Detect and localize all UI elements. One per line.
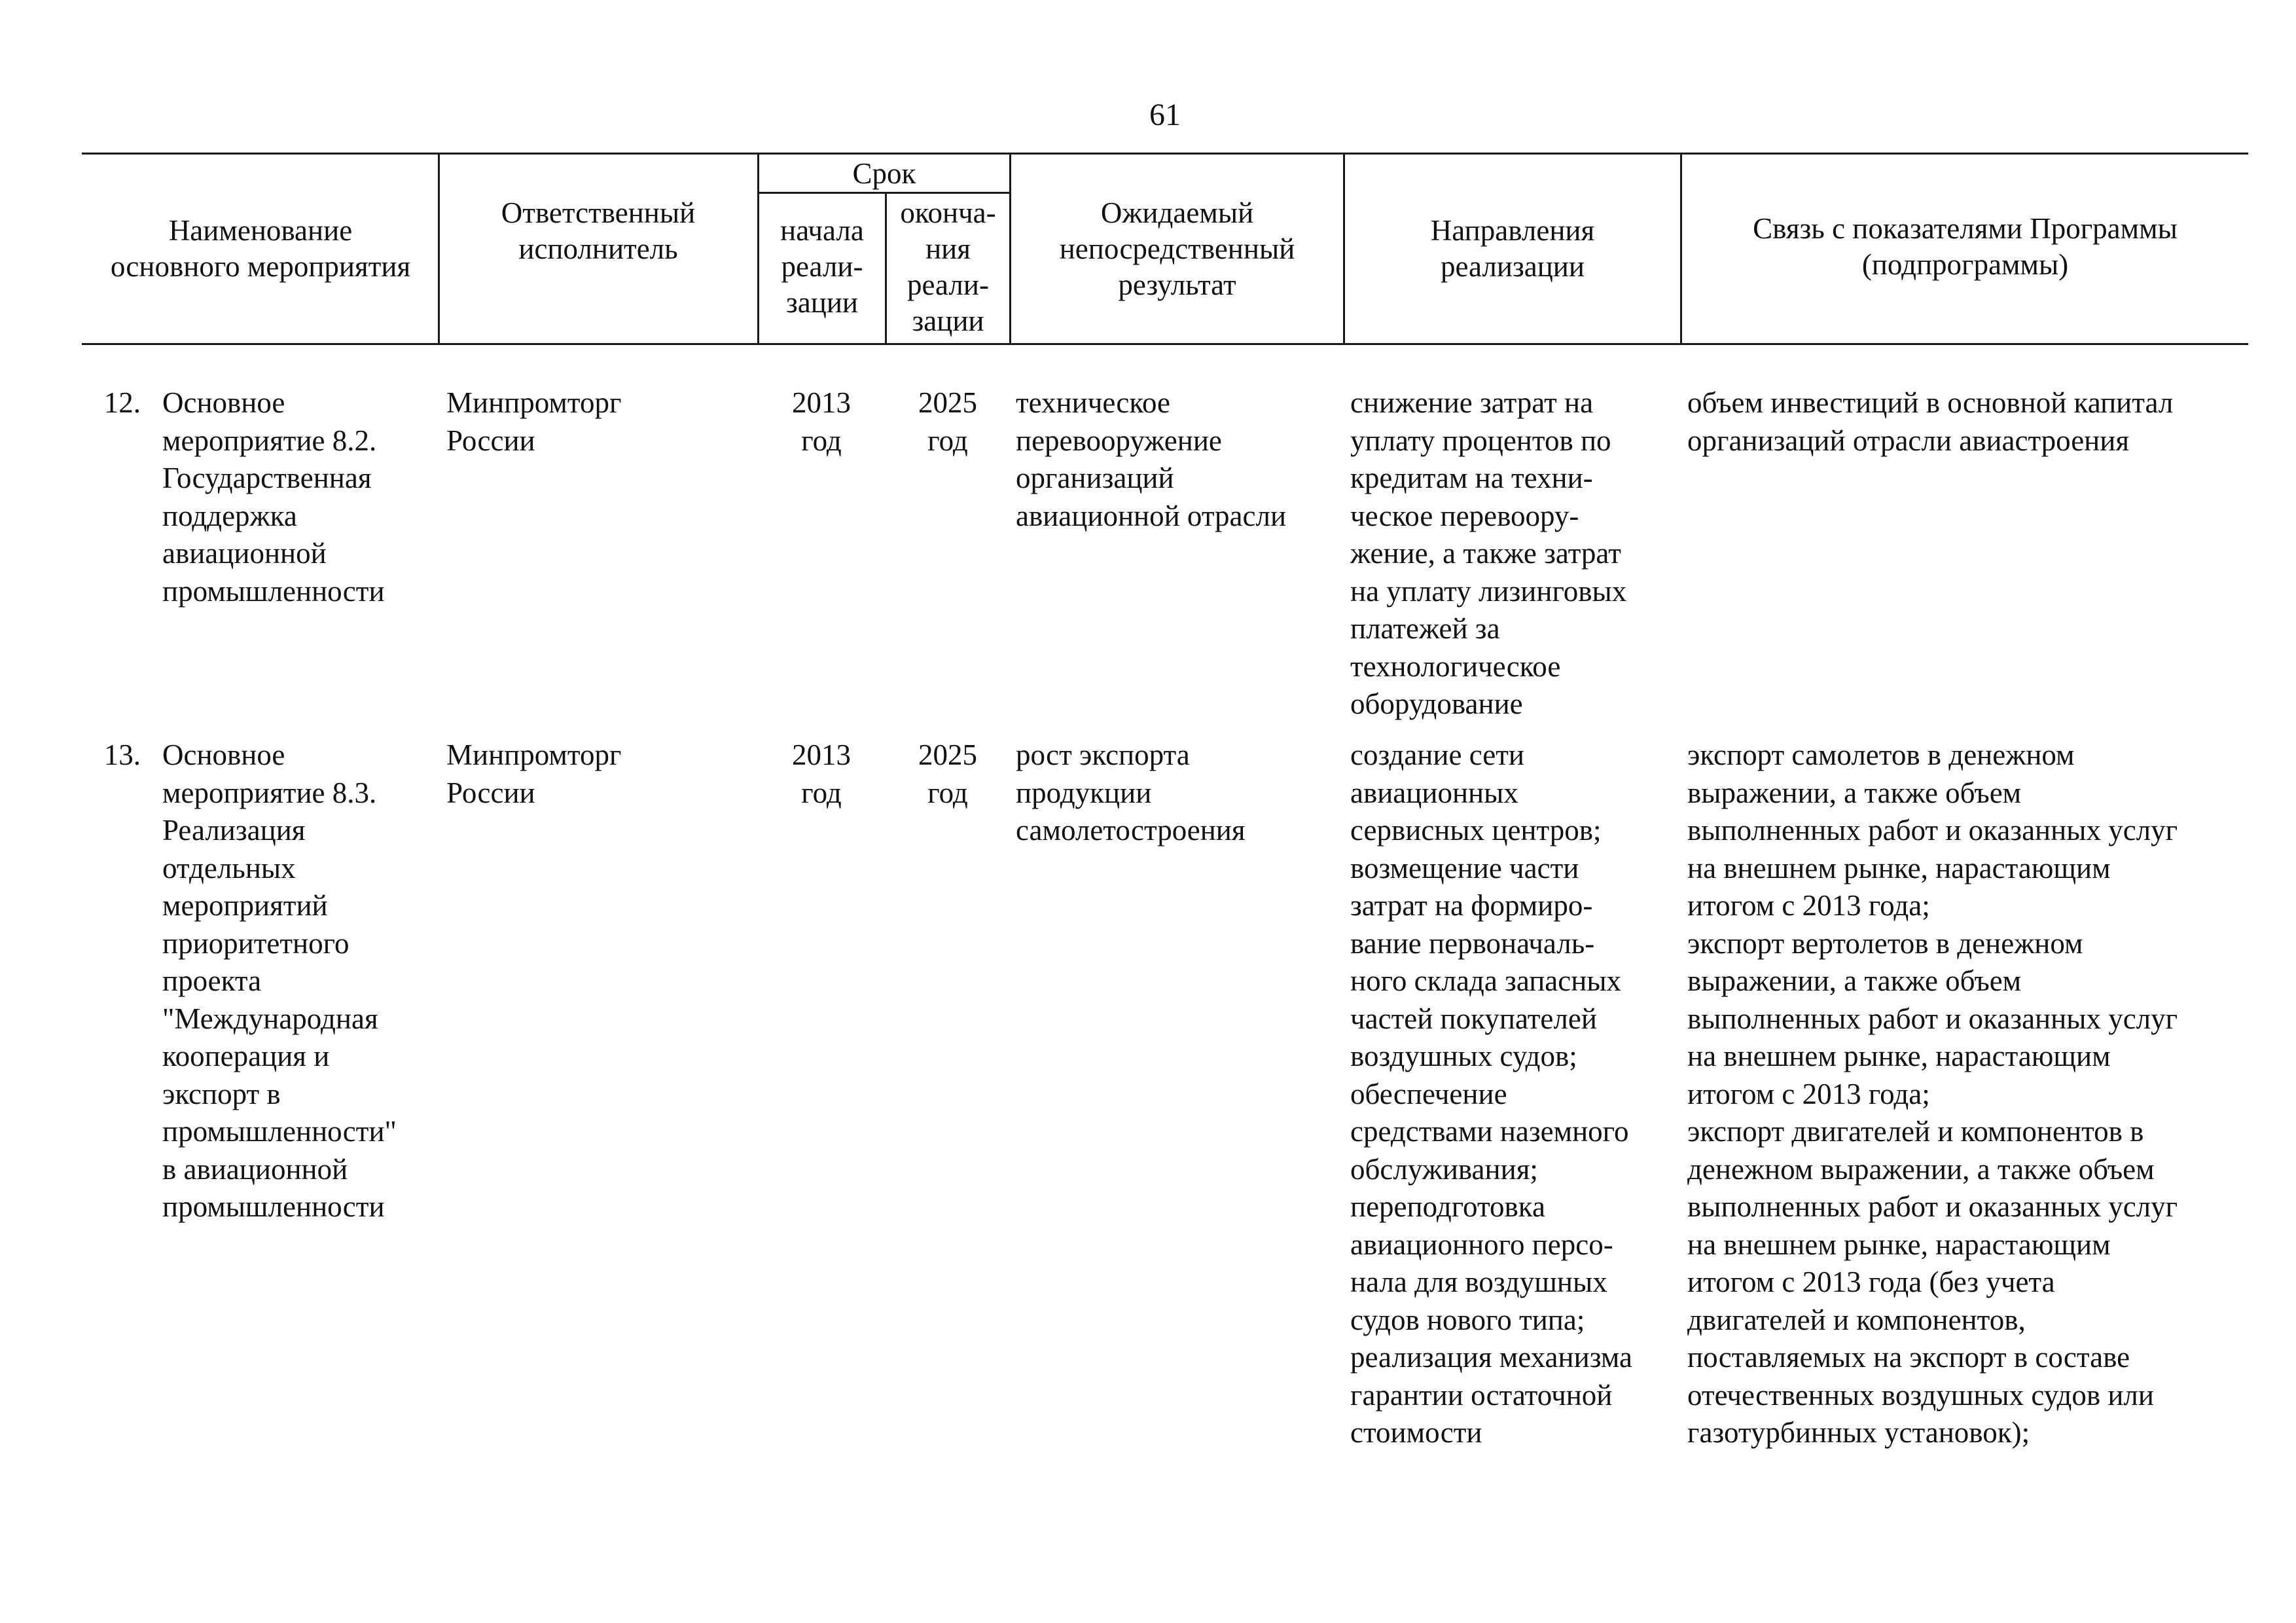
row-result: рост экспорта продукции самолетостроения: [1016, 739, 1246, 847]
header-start: начала реали- зации: [780, 214, 864, 319]
row-name: Основное мероприятие 8.3. Реализация отдельных мероприятий приоритетного проекта "Международная кооперация и экспорт в промышленности" в авиационной промышленности: [162, 739, 397, 1223]
row-link: экспорт самолетов в денежном выражении, а также объем выполненных работ и оказанных услуг на внешнем рынке, нарастающим итогом с 2013 года; экспорт вертолетов в денежном выражении, а также объем выполненных работ и оказанных услуг на внешнем рынке, нарастающим итогом с 2013 года; экспорт двигателей и компонентов в денежном выражении, а также объем выполненных работ и оказанных услуг на внешнем рынке, нарастающим итогом с 2013 года (без учета двигателей и компонентов, поставляемых на экспорт в составе отечественных воздушных судов или газотурбинных установок);: [1687, 739, 2178, 1449]
header-result: Ожидаемый непосредственный результат: [1059, 196, 1295, 301]
header-name: Наименование основного мероприятия: [110, 214, 411, 283]
row-directions: создание сети авиационных сервисных центров; возмещение части затрат на формиро- вание первоначаль- ного склада запасных частей покупателей воздушных судов; обеспечение средствами наземного обслуживания; переподготовка авиационного персо- нала для воздушных судов нового типа; реализация механизма гарантии остаточной стоимости: [1350, 739, 1632, 1449]
row-result: техническое перевооружение организаций авиационной отрасли: [1016, 386, 1287, 532]
row-end: 2025 год: [918, 739, 977, 809]
term-divider: [758, 192, 1010, 194]
row-start: 2013 год: [792, 739, 851, 809]
header-link: Связь с показателями Программы (подпрограммы): [1753, 212, 2178, 281]
header-executor: Ответственный исполнитель: [501, 196, 696, 265]
header-end: оконча- ния реали- зации: [900, 196, 996, 337]
header-term: Срок: [852, 157, 916, 190]
row-name: Основное мероприятие 8.2. Государственная поддержка авиационной промышленности: [162, 386, 385, 608]
row-number: 12.: [103, 386, 141, 419]
page-number: 61: [1149, 98, 1181, 132]
table-top-border: [82, 153, 2248, 155]
row-directions: снижение затрат на уплату процентов по кредитам на техни- ческое перевоору- жение, а также затрат на уплату лизинговых платежей за технологическое оборудование: [1350, 386, 1627, 720]
row-end: 2025 год: [918, 386, 977, 457]
header-bottom-border: [82, 343, 2248, 345]
row-number: 13.: [103, 739, 141, 771]
row-executor: Минпромторг России: [446, 739, 622, 809]
header-directions: Направления реализации: [1430, 214, 1595, 283]
row-link: объем инвестиций в основной капитал организаций отрасли авиастроения: [1687, 386, 2174, 457]
row-executor: Минпромторг России: [446, 386, 622, 457]
row-start: 2013 год: [792, 386, 851, 457]
